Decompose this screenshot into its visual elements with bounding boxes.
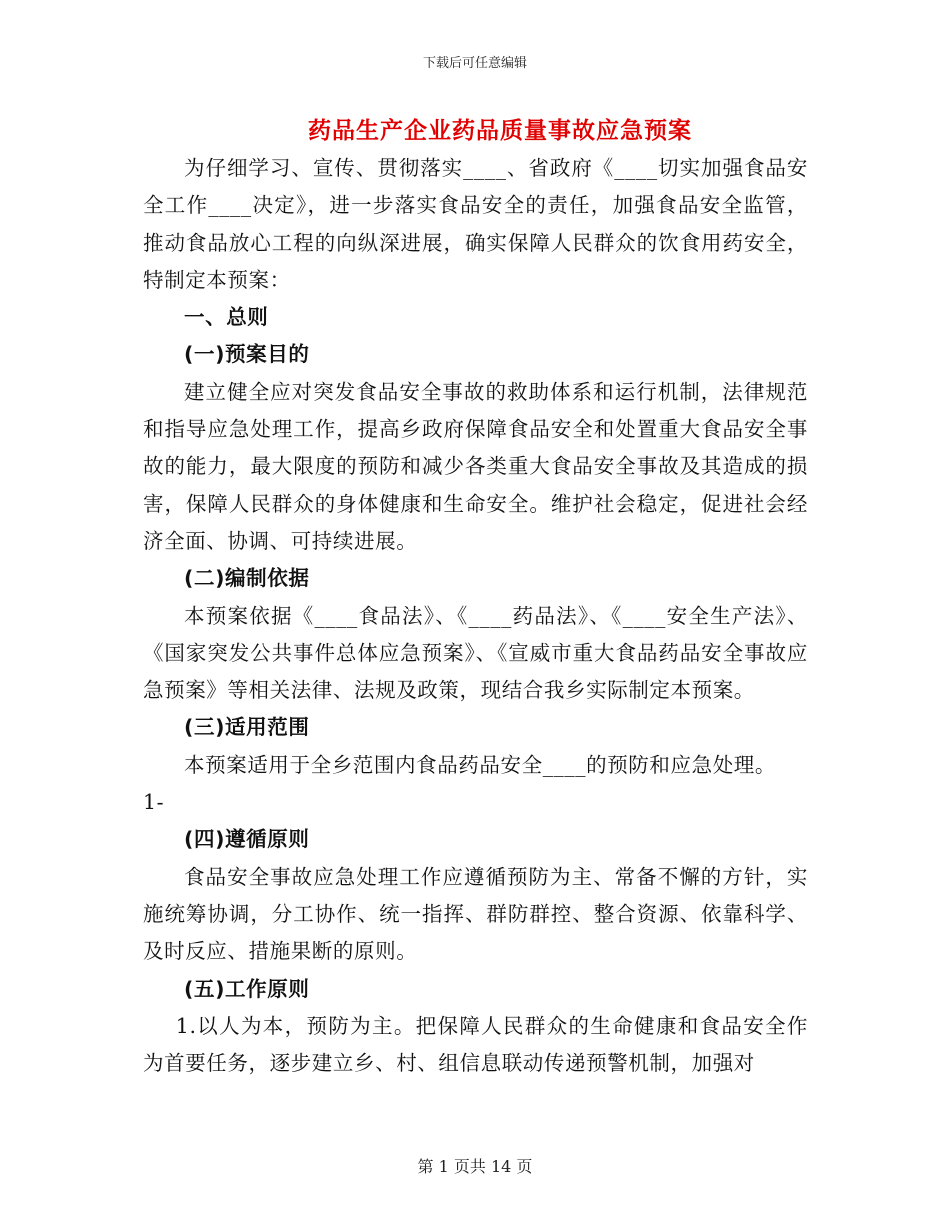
subsection-heading-scope: (三)适用范围 [184, 715, 310, 740]
basis-paragraph: 本预案依据《____食品法》、《____药品法》、《____安全生产法》、《国家突发公共事件总体应急预案》、《宣威市重大食品药品安全事故应急预案》等相关法律、法规及政策，现结合我乡实际制定本预案。 [143, 603, 808, 703]
subsection-heading-work-principles: (五)工作原则 [184, 976, 310, 1001]
header-note: 下载后可任意编辑 [422, 56, 527, 71]
scope-tail: 1- [143, 790, 165, 815]
purpose-paragraph: 建立健全应对突发食品安全事故的救助体系和运行机制，法律规范和指导应急处理工作，提高乡政府保障食品安全和处置重大食品安全事故的能力，最大限度的预防和减少各类重大食品安全事故及其造成的损害，保障人民群众的身体健康和生命安全。维护社会稳定，促进社会经济全面、协调、可持续进展。 [143, 379, 808, 553]
page-footer: 第 1 页共 14 页 [417, 1157, 533, 1176]
document-title: 药品生产企业药品质量事故应急预案 [308, 118, 692, 144]
subsection-heading-basis: (二)编制依据 [184, 566, 310, 591]
subsection-heading-principles: (四)遵循原则 [184, 827, 310, 852]
document-body [143, 150, 808, 1082]
subsection-heading-purpose: (一)预案目的 [184, 342, 310, 367]
work-principle-item-1: 1.以人为本，预防为主。把保障人民群众的生命健康和食品安全作为首要任务，逐步建立乡、村、组信息联动传递预警机制，加强对 [143, 1013, 808, 1076]
section-heading-general: 一、总则 [184, 305, 269, 330]
scope-paragraph: 本预案适用于全乡范围内食品药品安全____的预防和应急处理。 [184, 752, 776, 777]
intro-paragraph: 为仔细学习、宣传、贯彻落实____、省政府《____切实加强食品安全工作____决定》，进一步落实食品安全的责任，加强食品安全监管，推动食品放心工程的向纵深进展，确实保障人民群众的饮食用药安全，特制定本预案： [143, 156, 808, 292]
principles-paragraph: 食品安全事故应急处理工作应遵循预防为主、常备不懈的方针，实施统筹协调，分工协作、统一指挥、群防群控、整合资源、依靠科学、及时反应、措施果断的原则。 [143, 864, 808, 964]
